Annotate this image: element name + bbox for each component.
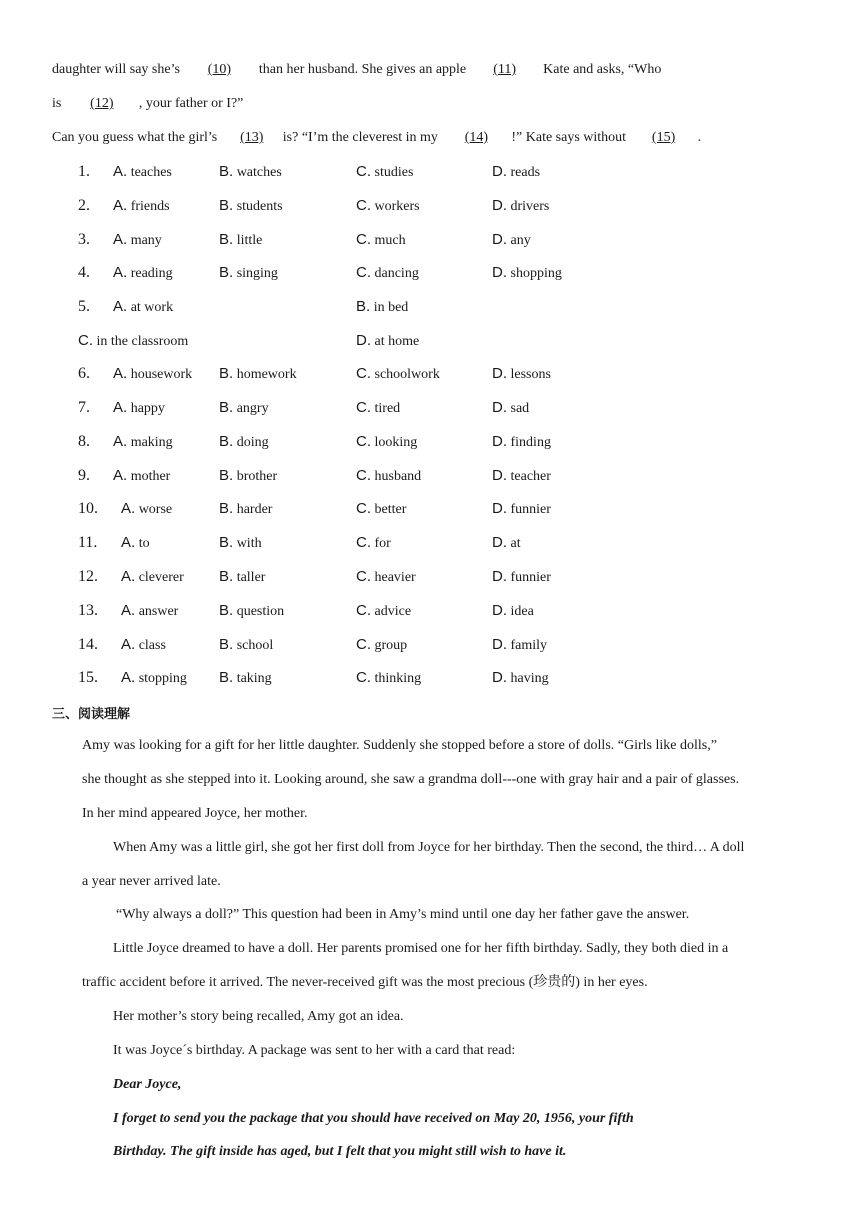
option-text: drivers [510,199,550,214]
reading-line: a year never arrived late. [82,874,221,889]
option-text: harder [236,502,273,517]
option-text: at work [130,300,174,315]
option-text: homework [236,367,297,382]
option-letter: D. [492,399,507,416]
option-c [356,163,413,182]
option-text: answer [138,604,179,619]
question-number: 12. [78,568,98,585]
option-text: at [510,536,521,551]
option-letter: C. [356,467,371,484]
option-a [113,433,173,452]
option-text: happy [130,401,165,416]
blank-13: (13) [240,130,264,145]
option-text: family [510,638,548,653]
option-text: housework [130,367,193,382]
option-text: taller [236,570,266,585]
option-letter: D. [492,669,507,686]
option-letter: B. [219,365,234,382]
passage-text: , your father or I?” [138,96,244,111]
option-c [356,467,421,486]
option-text: to [138,536,150,551]
option-a [121,500,172,519]
option-text: much [374,233,406,248]
option-a [113,467,170,486]
option-c [356,264,419,283]
option-letter: A. [113,365,128,382]
option-d [492,197,549,216]
option-a [113,298,173,317]
passage-text: than her husband. She gives an apple [258,62,467,77]
option-letter: B. [219,197,234,214]
option-letter: D. [356,332,371,349]
option-text: brother [236,469,278,484]
option-text: making [130,435,173,450]
question-number: 13. [78,602,98,619]
option-text: teacher [510,469,551,484]
option-text: at home [374,334,420,349]
option-a [121,636,166,655]
option-letter: B. [219,602,234,619]
question-number: 14. [78,636,98,653]
option-b [219,264,278,283]
option-letter: C. [356,636,371,653]
option-text: finding [510,435,551,450]
reading-line: traffic accident before it arrived. The never-received gift was the most precious (珍贵的) in her eyes. [82,975,648,990]
option-text: singing [236,266,278,281]
option-c [356,636,407,655]
passage-line-2 [52,95,243,113]
option-c [356,602,411,621]
option-letter: B. [219,500,234,517]
option-letter: A. [113,433,128,450]
blank-15: (15) [651,130,676,145]
question-number: 2. [78,197,90,214]
option-letter: B. [219,467,234,484]
option-b [219,500,272,519]
passage-text: . [697,130,702,145]
option-d [356,332,419,351]
option-text: thinking [374,671,422,686]
option-text: many [130,233,162,248]
option-text: question [236,604,285,619]
option-c [356,669,421,688]
option-letter: C. [356,534,371,551]
option-b [219,399,269,418]
option-letter: A. [121,669,136,686]
option-b [219,197,283,216]
option-c [356,365,440,384]
option-letter: D. [492,365,507,382]
letter-line: I forget to send you the package that you should have received on May 20, 1956, your fifth [113,1111,634,1126]
option-letter: A. [113,467,128,484]
option-letter: B. [219,231,234,248]
reading-line: When Amy was a little girl, she got her first doll from Joyce for her birthday. Then the second, the third… A doll [113,840,745,855]
option-letter: D. [492,433,507,450]
option-text: advice [374,604,412,619]
option-text: workers [374,199,420,214]
option-d [492,264,562,283]
option-text: class [138,638,166,653]
option-c [356,197,420,216]
option-letter: B. [219,433,234,450]
option-text: husband [374,469,422,484]
option-text: lessons [510,367,551,382]
option-letter: A. [113,163,128,180]
option-b [219,568,265,587]
option-b [219,163,282,182]
option-text: better [374,502,407,517]
question-number: 15. [78,669,98,686]
option-d [492,500,551,519]
option-d [492,399,529,418]
option-text: reads [510,165,541,180]
question-number: 7. [78,399,90,416]
reading-line: Little Joyce dreamed to have a doll. Her parents promised one for her fifth birthday. Sadly, they both died in a [113,941,729,956]
question-number: 5. [78,298,90,315]
option-b [356,298,408,317]
reading-line: In her mind appeared Joyce, her mother. [82,806,308,821]
option-text: funnier [510,570,551,585]
option-b [219,636,273,655]
option-text: funnier [510,502,551,517]
option-letter: A. [121,534,136,551]
option-letter: A. [121,568,136,585]
option-c [78,332,188,351]
option-letter: C. [356,669,371,686]
option-letter: B. [356,298,371,315]
option-c [356,231,406,250]
option-b [219,602,284,621]
option-letter: D. [492,636,507,653]
option-letter: A. [113,231,128,248]
option-letter: B. [219,163,234,180]
reading-line: It was Joyce´s birthday. A package was sent to her with a card that read: [113,1043,516,1058]
option-letter: A. [113,264,128,281]
option-text: in bed [373,300,409,315]
option-d [492,602,534,621]
option-text: schoolwork [374,367,440,382]
option-text: sad [510,401,530,416]
option-d [492,365,551,384]
option-a [113,197,170,216]
question-number: 10. [78,500,98,517]
option-letter: D. [492,568,507,585]
option-letter: D. [492,500,507,517]
option-a [113,231,162,250]
option-a [113,399,165,418]
option-text: looking [374,435,418,450]
option-b [219,467,277,486]
option-d [492,467,551,486]
question-number: 1. [78,163,90,180]
option-text: little [236,233,263,248]
question-number: 9. [78,467,90,484]
option-letter: B. [219,636,234,653]
option-text: with [236,536,262,551]
option-letter: B. [219,399,234,416]
option-text: angry [236,401,269,416]
passage-text: Kate and asks, “Who [543,62,662,77]
reading-line: Her mother’s story being recalled, Amy got an idea. [113,1009,404,1024]
option-letter: C. [78,332,93,349]
option-letter: B. [219,568,234,585]
option-text: studies [374,165,414,180]
question-number: 8. [78,433,90,450]
option-c [356,534,391,553]
option-text: reading [130,266,173,281]
section-title: 三、阅读理解 [52,707,131,722]
passage-line-3 [52,129,701,147]
question-number: 4. [78,264,90,281]
option-letter: D. [492,197,507,214]
option-letter: C. [356,500,371,517]
option-a [121,669,187,688]
option-d [492,568,551,587]
option-b [219,231,262,250]
option-text: any [510,233,531,248]
option-d [492,534,521,553]
option-letter: D. [492,602,507,619]
option-letter: D. [492,534,507,551]
option-letter: C. [356,602,371,619]
option-text: in the classroom [96,334,189,349]
option-text: for [374,536,391,551]
passage-text: is [52,96,62,111]
option-letter: A. [113,197,128,214]
option-c [356,399,400,418]
option-letter: B. [219,534,234,551]
option-letter: A. [121,500,136,517]
option-a [121,602,178,621]
option-b [219,669,272,688]
option-letter: C. [356,231,371,248]
option-c [356,433,417,452]
option-d [492,669,549,688]
reading-line: she thought as she stepped into it. Looking around, she saw a grandma doll---one with gray hair and a pair of glasses. [82,772,740,787]
letter-line: Birthday. The gift inside has aged, but I felt that you might still wish to have it. [113,1144,567,1159]
option-letter: C. [356,365,371,382]
option-letter: D. [492,163,507,180]
blank-14: (14) [464,130,489,145]
blank-11: (11) [493,62,517,77]
option-text: shopping [510,266,562,281]
passage-text: Can you guess what the girl’s [52,130,218,145]
option-letter: D. [492,467,507,484]
option-text: worse [138,502,173,517]
passage-text: !” Kate says without [511,130,627,145]
letter-line: Dear Joyce, [113,1077,182,1092]
option-b [219,534,262,553]
option-text: students [236,199,283,214]
option-letter: A. [113,298,128,315]
option-text: group [374,638,408,653]
option-letter: A. [121,602,136,619]
blank-12: (12) [90,96,114,111]
option-d [492,636,547,655]
passage-text: is? “I’m the cleverest in my [282,130,438,145]
option-d [492,163,540,182]
option-text: teaches [130,165,172,180]
option-b [219,433,269,452]
option-text: having [510,671,549,686]
question-number: 3. [78,231,90,248]
option-text: tired [374,401,401,416]
option-letter: C. [356,197,371,214]
question-number: 6. [78,365,90,382]
question-number: 11. [78,534,98,551]
passage-line-1 [52,61,661,79]
reading-line: “Why always a doll?” This question had been in Amy’s mind until one day her father gave the answer. [116,907,690,922]
option-letter: C. [356,163,371,180]
option-text: friends [130,199,170,214]
option-text: watches [236,165,282,180]
passage-text: daughter will say she’s [52,62,180,77]
option-letter: B. [219,264,234,281]
option-letter: B. [219,669,234,686]
option-b [219,365,297,384]
option-letter: D. [492,231,507,248]
option-a [113,365,192,384]
option-text: heavier [374,570,416,585]
option-a [121,568,184,587]
option-a [121,534,150,553]
option-text: idea [510,604,534,619]
option-text: dancing [374,266,419,281]
option-d [492,231,531,250]
option-letter: C. [356,399,371,416]
option-letter: D. [492,264,507,281]
option-letter: A. [121,636,136,653]
option-d [492,433,551,452]
option-letter: A. [113,399,128,416]
option-text: doing [236,435,269,450]
option-letter: C. [356,433,371,450]
blank-10: (10) [207,62,232,77]
reading-line: Amy was looking for a gift for her little daughter. Suddenly she stopped before a store of dolls. “Girls like dolls,” [82,738,717,753]
option-a [113,264,173,283]
option-c [356,500,406,519]
option-text: cleverer [138,570,184,585]
option-letter: C. [356,264,371,281]
option-text: school [236,638,274,653]
option-text: mother [130,469,171,484]
option-letter: C. [356,568,371,585]
option-a [113,163,172,182]
option-text: taking [236,671,272,686]
option-text: stopping [138,671,187,686]
option-c [356,568,416,587]
